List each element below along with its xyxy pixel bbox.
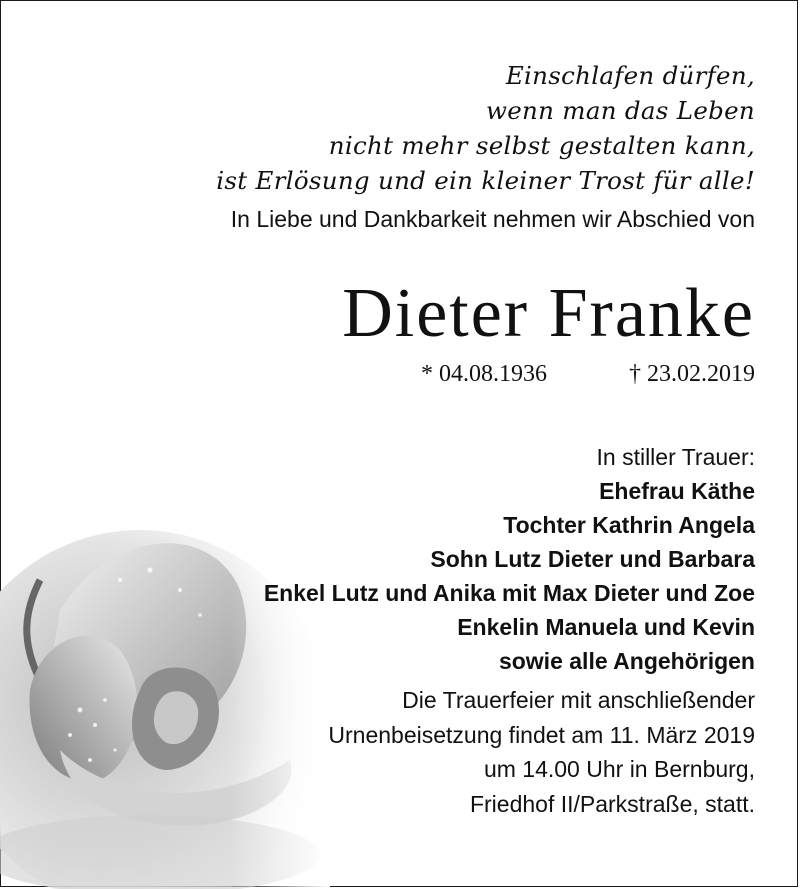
mourners xyxy=(55,440,755,678)
service-line: Die Trauerfeier mit anschließender xyxy=(402,687,755,713)
poem-line: wenn man das Leben xyxy=(485,96,755,125)
poem-line: nicht mehr selbst gestalten kann, xyxy=(328,131,755,160)
birth-date: * 04.08.1936 xyxy=(421,361,547,387)
mourning-heading: In stiller Trauer: xyxy=(596,444,755,470)
deceased-name: Dieter Franke xyxy=(342,275,755,352)
mourner-line: Enkelin Manuela und Kevin xyxy=(457,614,755,640)
death-date: † 23.02.2019 xyxy=(629,361,755,387)
poem xyxy=(55,58,755,198)
mourner-line: Tochter Kathrin Angela xyxy=(503,512,755,538)
poem-line: ist Erlösung und ein kleiner Trost für alle! xyxy=(216,166,755,195)
mourner-line: Sohn Lutz Dieter und Barbara xyxy=(430,546,755,572)
notice-content xyxy=(55,58,755,821)
service-line: Urnenbeisetzung findet am 11. März 2019 xyxy=(328,721,755,748)
service-line: Friedhof II/Parkstraße, statt. xyxy=(469,790,755,817)
poem-line: Einschlafen dürfen, xyxy=(505,61,755,90)
service-line: um 14.00 Uhr in Bernburg, xyxy=(483,756,755,782)
mourner-line: sowie alle Angehörigen xyxy=(498,648,755,674)
life-dates xyxy=(55,360,755,388)
intro-text: In Liebe und Dankbarkeit nehmen wir Abschied von xyxy=(230,206,755,232)
service-info xyxy=(55,683,755,821)
mourner-line: Ehefrau Käthe xyxy=(599,478,755,504)
mourner-line: Enkel Lutz und Anika mit Max Dieter und Zoe xyxy=(263,580,755,606)
